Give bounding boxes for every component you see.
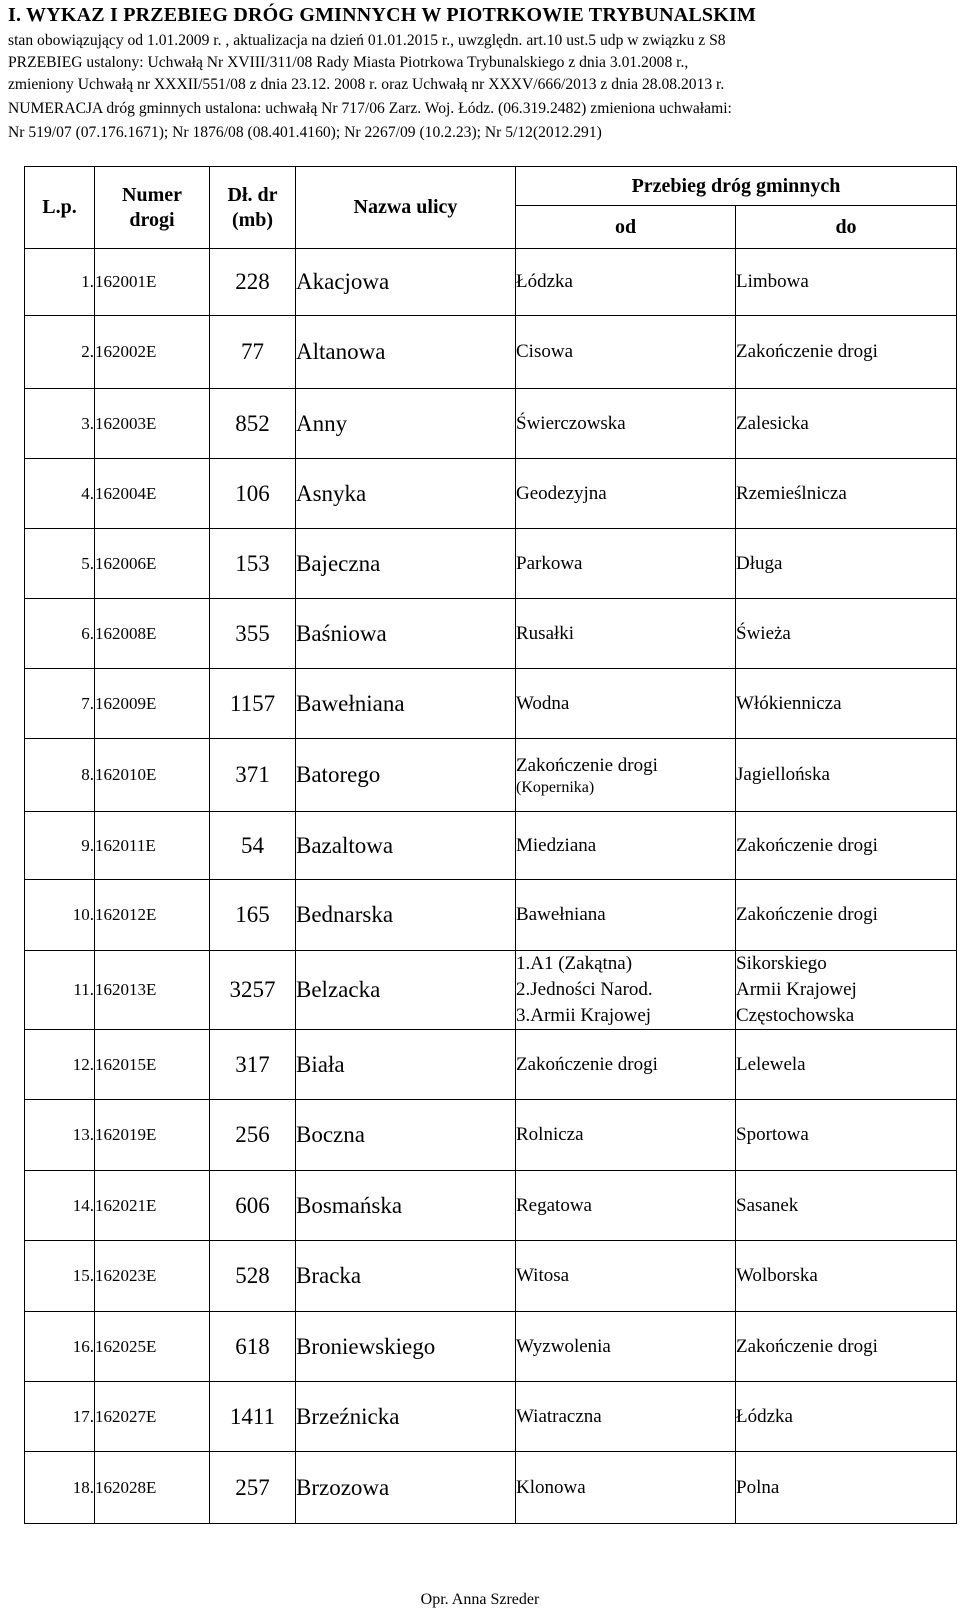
row-to: Polna — [736, 1452, 957, 1524]
row-from: Zakończenie drogi — [516, 1030, 736, 1100]
row-length: 54 — [210, 812, 296, 880]
table-row — [25, 1241, 957, 1312]
row-to: Sportowa — [736, 1100, 957, 1171]
table-row — [25, 459, 957, 529]
row-road-number: 162015E — [95, 1030, 210, 1100]
header-length — [210, 167, 296, 249]
table-row — [25, 951, 957, 1030]
row-to: Jagiellońska — [736, 739, 957, 812]
row-road-number: 162027E — [95, 1382, 210, 1452]
row-from: Geodezyjna — [516, 459, 736, 529]
row-lp: 3. — [25, 389, 95, 459]
row-from: Regatowa — [516, 1171, 736, 1241]
row-to: Świeża — [736, 599, 957, 669]
row-from: Wodna — [516, 669, 736, 739]
row-lp: 8. — [25, 739, 95, 812]
header-to: do — [736, 206, 957, 249]
row-road-number: 162003E — [95, 389, 210, 459]
row-length: 256 — [210, 1100, 296, 1171]
row-from-line: 1.A1 (Zakątna) — [516, 953, 633, 974]
row-road-number: 162004E — [95, 459, 210, 529]
row-street-name: Batorego — [296, 739, 516, 812]
row-lp: 13. — [25, 1100, 95, 1171]
row-to: Włókiennicza — [736, 669, 957, 739]
row-from: Łódzka — [516, 249, 736, 316]
row-road-number: 162006E — [95, 529, 210, 599]
footer-author: Opr. Anna Szreder — [420, 1591, 540, 1608]
table-row — [25, 1171, 957, 1241]
row-length: 355 — [210, 599, 296, 669]
row-lp: 10. — [25, 880, 95, 951]
row-to: Limbowa — [736, 249, 957, 316]
row-to: Zakończenie drogi — [736, 1312, 957, 1382]
row-street-name: Bawełniana — [296, 669, 516, 739]
row-from: Wyzwolenia — [516, 1312, 736, 1382]
row-length: 257 — [210, 1452, 296, 1524]
row-lp: 5. — [25, 529, 95, 599]
roads-table — [24, 166, 957, 1524]
row-lp: 12. — [25, 1030, 95, 1100]
table-row — [25, 599, 957, 669]
row-road-number: 162023E — [95, 1241, 210, 1312]
row-street-name: Bracka — [296, 1241, 516, 1312]
header-course: Przebieg dróg gminnych — [516, 167, 957, 206]
table-row — [25, 529, 957, 599]
row-to: Lelewela — [736, 1030, 957, 1100]
row-length: 3257 — [210, 951, 296, 1030]
row-from — [516, 739, 736, 812]
row-lp: 7. — [25, 669, 95, 739]
header-line-4: NUMERACJA dróg gminnych ustalona: uchwałą Nr 717/06 Zarz. Woj. Łódz. (06.319.2482) zmieniona uchwałami: — [8, 100, 732, 117]
row-street-name: Bosmańska — [296, 1171, 516, 1241]
header-road-number-line2: drogi — [129, 208, 175, 231]
header-line-1: stan obowiązujący od 1.01.2009 r. , aktualizacja na dzień 01.01.2015 r., uwzględn. art.10 ust.5 udp w związku z S8 — [8, 32, 726, 49]
table-row — [25, 1030, 957, 1100]
header-line-2: PRZEBIEG ustalony: Uchwałą Nr XVIII/311/08 Rady Miasta Piotrkowa Trybunalskiego z dnia 3.01.2008 r., — [8, 54, 689, 71]
header-line-5: Nr 519/07 (07.176.1671); Nr 1876/08 (08.401.4160); Nr 2267/09 (10.2.23); Nr 5/12(2012.291) — [8, 124, 602, 141]
row-lp: 16. — [25, 1312, 95, 1382]
row-road-number: 162011E — [95, 812, 210, 880]
row-street-name: Asnyka — [296, 459, 516, 529]
table-row — [25, 1100, 957, 1171]
row-to: Rzemieślnicza — [736, 459, 957, 529]
document-title: I. WYKAZ I PRZEBIEG DRÓG GMINNYCH W PIOTRKOWIE TRYBUNALSKIM — [8, 4, 757, 26]
row-length: 852 — [210, 389, 296, 459]
row-length: 371 — [210, 739, 296, 812]
row-length: 228 — [210, 249, 296, 316]
table-row — [25, 669, 957, 739]
row-road-number: 162002E — [95, 316, 210, 389]
header-line-3: zmieniony Uchwałą nr XXXII/551/08 z dnia 23.12. 2008 r. oraz Uchwałą nr XXXV/666/2013 z dnia 28.08.2013 r. — [8, 76, 725, 93]
row-from-line: 3.Armii Krajowej — [516, 1005, 652, 1026]
row-road-number: 162013E — [95, 951, 210, 1030]
row-to: Zalesicka — [736, 389, 957, 459]
header-road-number — [95, 167, 210, 249]
row-from-note: (Kopernika) — [516, 779, 595, 796]
row-road-number: 162025E — [95, 1312, 210, 1382]
row-road-number: 162010E — [95, 739, 210, 812]
row-road-number: 162009E — [95, 669, 210, 739]
row-road-number: 162001E — [95, 249, 210, 316]
row-street-name: Anny — [296, 389, 516, 459]
row-to: Zakończenie drogi — [736, 880, 957, 951]
header-lp: L.p. — [25, 167, 95, 249]
row-street-name: Bednarska — [296, 880, 516, 951]
header-road-number-line1: Numer — [122, 183, 182, 206]
row-road-number: 162012E — [95, 880, 210, 951]
table-row — [25, 249, 957, 316]
row-to: Łódzka — [736, 1382, 957, 1452]
row-length: 606 — [210, 1171, 296, 1241]
row-street-name: Altanowa — [296, 316, 516, 389]
row-lp: 6. — [25, 599, 95, 669]
table-row — [25, 1452, 957, 1524]
row-lp: 4. — [25, 459, 95, 529]
table-row — [25, 739, 957, 812]
row-from: Wiatraczna — [516, 1382, 736, 1452]
row-to: Zakończenie drogi — [736, 812, 957, 880]
row-lp: 15. — [25, 1241, 95, 1312]
row-road-number: 162021E — [95, 1171, 210, 1241]
row-from: Świerczowska — [516, 389, 736, 459]
header-length-line1: Dł. dr — [227, 183, 278, 206]
row-from: Rolnicza — [516, 1100, 736, 1171]
row-to — [736, 951, 957, 1030]
row-street-name: Biała — [296, 1030, 516, 1100]
row-length: 528 — [210, 1241, 296, 1312]
row-to: Długa — [736, 529, 957, 599]
row-to-line: Sikorskiego — [736, 953, 827, 974]
header-length-line2: (mb) — [231, 208, 274, 231]
row-street-name: Broniewskiego — [296, 1312, 516, 1382]
row-from: Bawełniana — [516, 880, 736, 951]
row-from: Rusałki — [516, 599, 736, 669]
row-street-name: Bazaltowa — [296, 812, 516, 880]
table-row — [25, 812, 957, 880]
row-lp: 17. — [25, 1382, 95, 1452]
row-from: Parkowa — [516, 529, 736, 599]
row-length: 106 — [210, 459, 296, 529]
row-lp: 18. — [25, 1452, 95, 1524]
table-row — [25, 1312, 957, 1382]
row-to: Zakończenie drogi — [736, 316, 957, 389]
row-street-name: Boczna — [296, 1100, 516, 1171]
row-street-name: Brzeźnicka — [296, 1382, 516, 1452]
row-from — [516, 951, 736, 1030]
row-street-name: Bajeczna — [296, 529, 516, 599]
row-from: Miedziana — [516, 812, 736, 880]
table-row — [25, 1382, 957, 1452]
row-length: 1411 — [210, 1382, 296, 1452]
row-street-name: Brzozowa — [296, 1452, 516, 1524]
row-to: Wolborska — [736, 1241, 957, 1312]
header-from: od — [516, 206, 736, 249]
table-row — [25, 389, 957, 459]
row-street-name: Baśniowa — [296, 599, 516, 669]
row-length: 77 — [210, 316, 296, 389]
row-to-line: Częstochowska — [736, 1005, 855, 1026]
row-length: 165 — [210, 880, 296, 951]
row-lp: 1. — [25, 249, 95, 316]
row-to-line: Armii Krajowej — [736, 979, 857, 1000]
row-to: Sasanek — [736, 1171, 957, 1241]
row-lp: 11. — [25, 951, 95, 1030]
row-lp: 14. — [25, 1171, 95, 1241]
row-road-number: 162028E — [95, 1452, 210, 1524]
row-from: Cisowa — [516, 316, 736, 389]
row-street-name: Belzacka — [296, 951, 516, 1030]
row-length: 153 — [210, 529, 296, 599]
table-row — [25, 880, 957, 951]
row-from-line: 2.Jedności Narod. — [516, 979, 653, 1000]
row-road-number: 162019E — [95, 1100, 210, 1171]
header-street-name: Nazwa ulicy — [296, 167, 516, 249]
table-row — [25, 316, 957, 389]
row-from: Klonowa — [516, 1452, 736, 1524]
row-length: 317 — [210, 1030, 296, 1100]
row-road-number: 162008E — [95, 599, 210, 669]
row-length: 1157 — [210, 669, 296, 739]
row-from-main: Zakończenie drogi — [516, 755, 658, 776]
row-lp: 2. — [25, 316, 95, 389]
row-street-name: Akacjowa — [296, 249, 516, 316]
row-lp: 9. — [25, 812, 95, 880]
row-length: 618 — [210, 1312, 296, 1382]
row-from: Witosa — [516, 1241, 736, 1312]
